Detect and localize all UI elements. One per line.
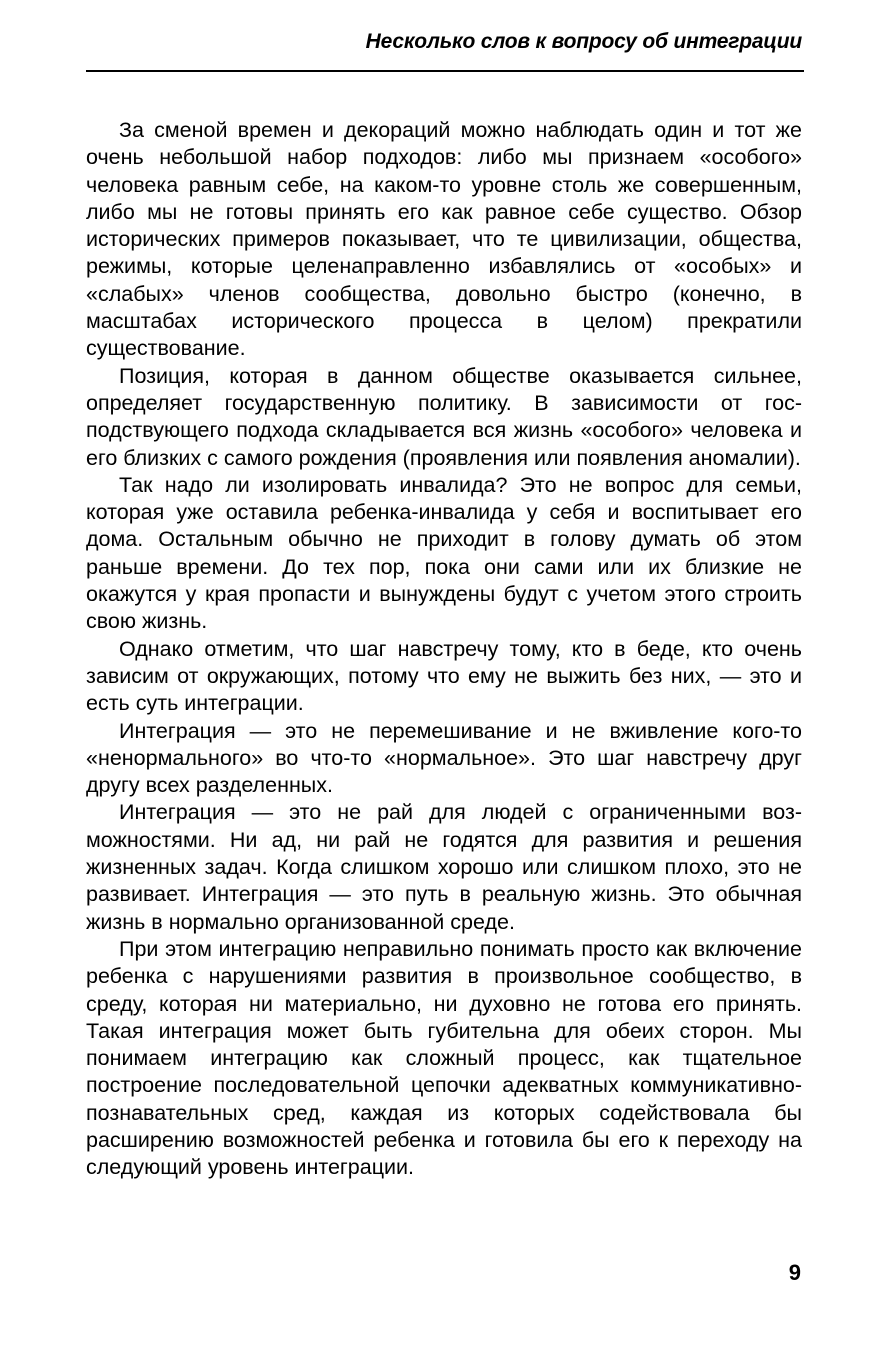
paragraph: За сменой времен и декораций можно наблюдать один и тот же очень небольшой набор подходов: либо мы признаем «особого» человека равным себе, на каком-то уровне столь же совершенным, либо мы не готовы принять его как равное себе существо. Обзор исторических примеров показывает, что те цивилизации, общества, режимы, которые целенаправленно избавлялись от «особых» и «слабых» членов сообщества, довольно быстро (конечно, в масштабах исторического процесса в целом) прекратили существование. bbox=[86, 118, 802, 361]
paragraph: Позиция, которая в данном обществе оказывается сильнее, определяет государственную политику. В зависимости от господствующего подхода складывается вся жизнь «особого» человека и его близких с самого рождения (проявления или появления аномалии). bbox=[86, 363, 802, 470]
paragraph: При этом интеграцию неправильно понимать просто как включение ребенка с нарушениями развития в произвольное сообщество, в среду, которая ни материально, ни духовно не готова его принять. Такая интеграция может быть губительна для обеих сторон. Мы понимаем интеграцию как сложный процесс, как тщательное построение последовательной цепочки адекватных коммуникативно-познавательных сред, каждая из которых содействовала бы расширению возможностей ребенка и готовила бы его к переходу на следующий уровень интеграции. bbox=[86, 936, 802, 1180]
paragraph: Так надо ли изолировать инвалида? Это не вопрос для семьи, которая уже оставила ребенка-инвалида у себя и воспитывает его дома. Остальным обычно не приходит в голову думать об этом раньше времени. До тех пор, пока они сами или их близкие не окажутся у края пропасти и вынуждены будут с учетом этого строить свою жизнь. bbox=[86, 472, 802, 634]
paragraph: Интеграция — это не перемешивание и не вживление кого-то «ненормального» во что-то «нормальное». Это шаг навстречу друг другу всех разделенных. bbox=[86, 718, 802, 798]
running-head: Несколько слов к вопросу об интеграции bbox=[365, 30, 802, 53]
body-text bbox=[86, 117, 802, 1182]
paragraph: Однако отметим, что шаг навстречу тому, кто в беде, кто очень зависим от окружающих, потому что ему не выжить без них, — это и есть суть интеграции. bbox=[86, 636, 802, 716]
page-number: 9 bbox=[788, 1260, 801, 1285]
paragraph: Интеграция — это не рай для людей с ограниченными возможностями. Ни ад, ни рай не годятся для развития и решения жизненных задач. Когда слишком хорошо или слишком плохо, это не развивает. Интеграция — это путь в реальную жизнь. Это обычная жизнь в нормально организованной среде. bbox=[86, 800, 802, 934]
header-rule bbox=[86, 70, 804, 72]
